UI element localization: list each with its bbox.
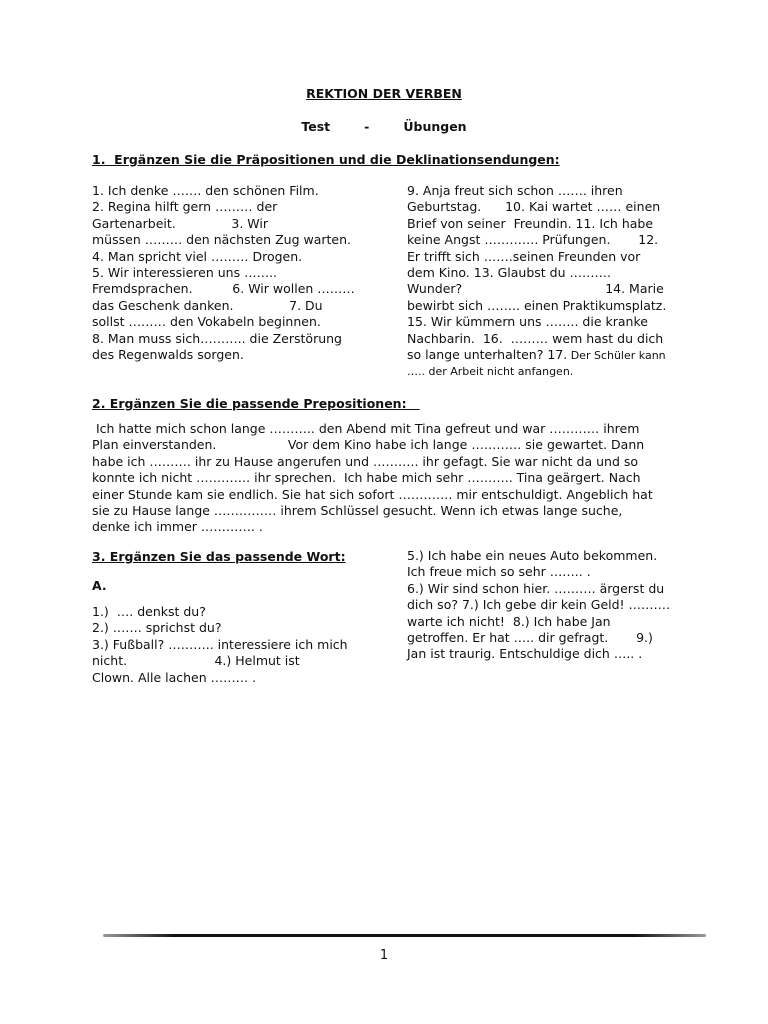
section3-right-line: 5.) Ich habe ein neues Auto bekommen.: [407, 548, 658, 563]
section2-line: denke ich immer …………. .: [92, 519, 263, 535]
section3-right-column: [407, 548, 692, 663]
section1-left-line: müssen ……… den nächsten Zug warten.: [92, 232, 351, 248]
subtitle-dash: -: [364, 119, 370, 134]
section1-right-line: 15. Wir kümmern uns …….. die kranke: [407, 314, 648, 330]
section1-right-line: 9. Anja freut sich schon ……. ihren: [407, 183, 623, 198]
section1-left-line: 2. Regina hilft gern ……… der: [92, 199, 278, 215]
section2-line: sie zu Hause lange …………… ihrem Schlüssel gesucht. Wenn ich etwas lange suche,: [92, 503, 623, 519]
section2-heading: 2. Ergänzen Sie die passende Prepositionen:: [92, 396, 420, 411]
subtitle-uebungen: Übungen: [403, 119, 467, 134]
section1-right-line: Brief von seiner Freundin. 11. Ich habe: [407, 215, 654, 231]
section2-line: konnte ich nicht …………. ihr sprechen. Ich habe mich sehr ……….. Tina geärgert. Nach: [92, 470, 641, 486]
section3-heading: 3. Ergänzen Sie das passende Wort:: [92, 549, 346, 564]
section1-left-line: 5. Wir interessieren uns ……..: [92, 265, 278, 281]
section1-right-line: Er trifft sich …….seinen Freunden vor: [407, 248, 641, 264]
section1-left-line: das Geschenk danken. 7. Du: [92, 297, 323, 313]
section1-right-line: ….. der Arbeit nicht anfangen.: [407, 365, 574, 379]
section2-line: habe ich ………. ihr zu Hause angerufen und ……….. ihr gefagt. Sie war nicht da und so: [92, 453, 639, 469]
section1-right-column: [407, 183, 692, 381]
section3-right-line: Ich freue mich so sehr …….. .: [407, 564, 591, 580]
document-subtitle: [0, 119, 768, 134]
section3-right-line: warte ich nicht! 8.) Ich habe Jan: [407, 613, 611, 629]
section1-left-line: 1. Ich denke ……. den schönen Film.: [92, 183, 319, 198]
section1-left-line: 4. Man spricht viel ……… Drogen.: [92, 248, 303, 264]
section1-left-line: 8. Man muss sich……….. die Zerstörung: [92, 330, 342, 346]
section3-left-line: 1.) …. denkst du?: [92, 604, 206, 619]
section3-right-line: 6.) Wir sind schon hier. ………. ärgerst du: [407, 580, 665, 596]
document-title: REKTION DER VERBEN: [306, 86, 462, 101]
section3-left-line: Clown. Alle lachen ……… .: [92, 669, 257, 685]
section3-right-line: Jan ist traurig. Entschuldige dich ….. .: [407, 646, 643, 662]
section1-right-line: keine Angst …………. Prüfungen. 12.: [407, 232, 659, 248]
section1-right-line: bewirbt sich …….. einen Praktikumsplatz.: [407, 297, 667, 313]
section1-right-small-tail: Der Schüler kann: [567, 349, 666, 363]
footer-divider: [103, 934, 706, 937]
section1-right-line: Nachbarin. 16. ……… wem hast du dich: [407, 330, 664, 346]
section1-left-line: des Regenwalds sorgen.: [92, 347, 244, 363]
section1-left-column: [92, 183, 382, 363]
section1-right-line: Geburtstag. 10. Kai wartet …… einen: [407, 199, 661, 215]
section1-right-line: so lange unterhalten? 17. Der Schüler kann: [407, 347, 666, 363]
section3-left-line: 3.) Fußball? ……….. interessiere ich mich: [92, 636, 348, 652]
section3-sub-label: A.: [92, 578, 107, 593]
section2-line: Ich hatte mich schon lange ……….. den Abend mit Tina gefreut und war ………… ihrem: [92, 421, 640, 436]
section3-right-line: getroffen. Er hat ….. dir gefragt. 9.): [407, 630, 653, 646]
section1-right-line: Wunder? 14. Marie: [407, 281, 664, 297]
section3-left-line: nicht. 4.) Helmut ist: [92, 653, 300, 669]
subtitle-test: Test: [301, 119, 331, 134]
section3-left-column: [92, 604, 382, 686]
section1-left-line: sollst ……… den Vokabeln beginnen.: [92, 314, 321, 330]
section1-heading: 1. Ergänzen Sie die Präpositionen und die Deklinationsendungen:: [92, 152, 560, 167]
section1-right-line: dem Kino. 13. Glaubst du ……….: [407, 265, 611, 281]
section2-text: [92, 421, 692, 536]
page-number: 1: [379, 948, 389, 963]
section1-left-line: Gartenarbeit. 3. Wir: [92, 215, 268, 231]
section1-left-line: Fremdsprachen. 6. Wir wollen ………: [92, 281, 355, 297]
section3-right-line: dich so? 7.) Ich gebe dir kein Geld! ……….: [407, 597, 671, 613]
section3-left-line: 2.) ……. sprichst du?: [92, 620, 222, 636]
section2-line: einer Stunde kam sie endlich. Sie hat sich sofort …………. mir entschuldigt. Angeblich hat: [92, 486, 653, 502]
section2-line: Plan einverstanden. Vor dem Kino habe ich lange ………… sie gewartet. Dann: [92, 437, 645, 453]
